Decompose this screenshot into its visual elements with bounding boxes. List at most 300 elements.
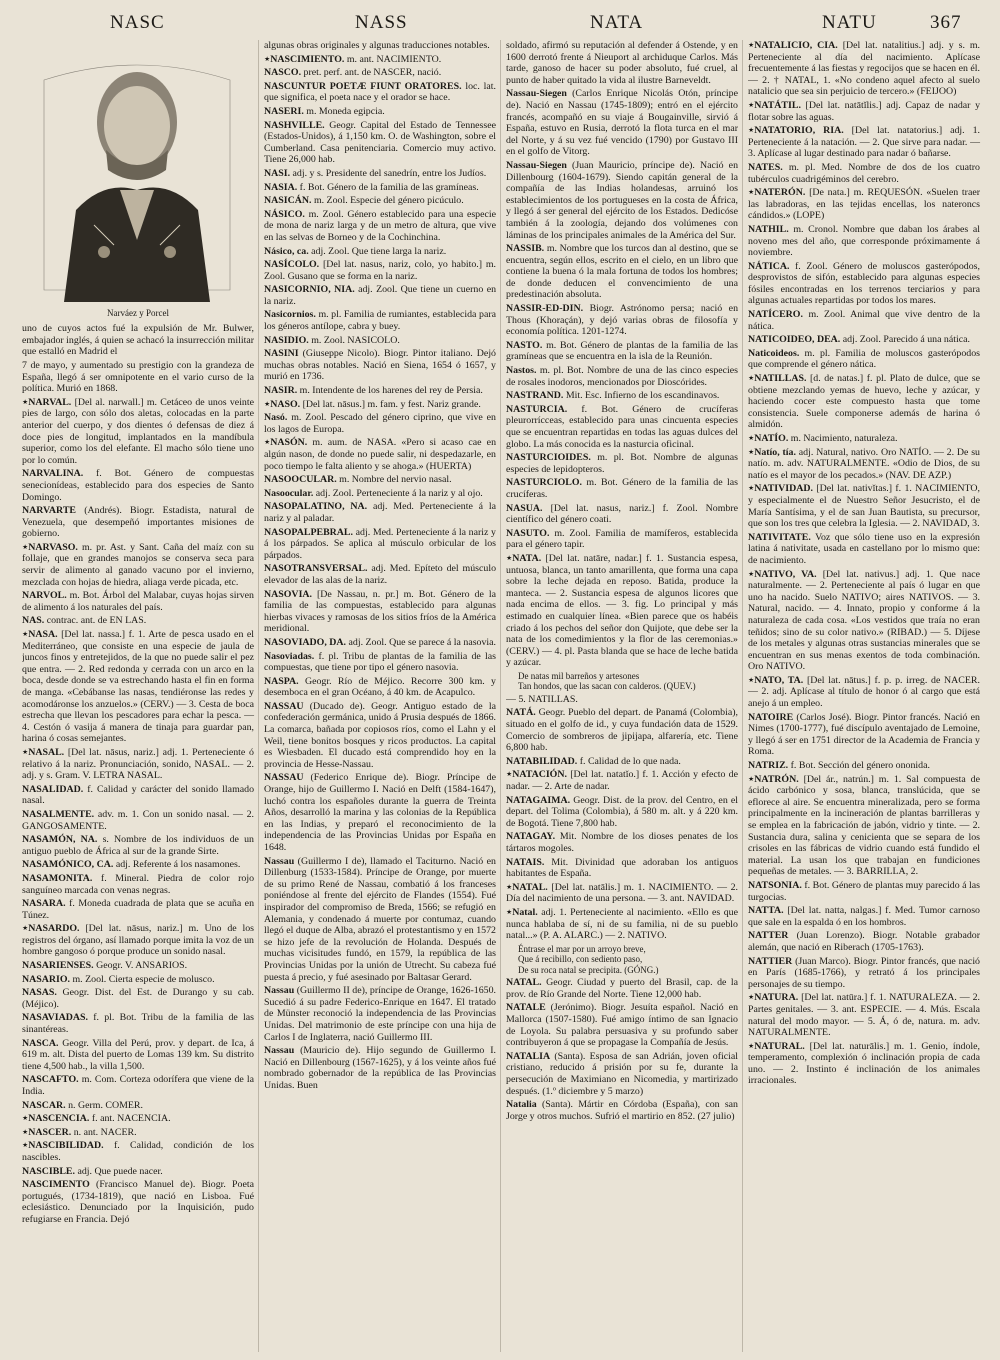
verse-line: Éntrase el mar por un arroyo breve, [518,943,646,954]
entry-definition: loc. lat. que significa, el poeta nace y el orador se hace. [264,80,496,104]
entry-definition: (Francisco Manuel de). Biogr. Poeta portugués, (1734-1819), que nació en Lisboa. Fué eclesiástico. Denunciado por la Inquisición, pudo refugiarse en Francia. Dejó [22,1179,254,1225]
star-icon: ⋆ [506,552,513,564]
entry-headword: NASALMENTE. [22,808,95,820]
entry-headword: NATALIA [506,1050,551,1062]
dictionary-entry [22,859,254,871]
dictionary-entry [264,246,496,258]
dictionary-entry [506,694,738,706]
dictionary-entry [264,182,496,194]
entry-headword: NASAVIADAS. [22,1012,88,1024]
entry-headword: Nassau-Siegen [506,88,567,100]
dictionary-entry [22,974,254,986]
dictionary-entry [264,501,496,524]
entry-headword: NASUA. [506,502,543,514]
dictionary-entry [748,447,980,482]
star-icon: ⋆ [22,746,29,758]
dictionary-entry [264,309,496,332]
entry-definition: f. Bot. Género de crucíferas pleurorrícceas, establecido para unas cincuenta especies que se encuentran repartidas en todas las aguas dulces del globo. La más conocida es la nasturcia oficinal. [506,403,738,450]
entry-headword: NATICOIDEO, DEA. [748,334,841,346]
dictionary-entry [22,1127,254,1139]
entry-headword: NATAIS. [506,856,545,868]
star-icon: ⋆ [748,40,755,51]
entry-definition: s. Nombre de los individuos de un antiguo pueblo de África al sur de la grande Sirte. [22,834,254,857]
entry-definition: m. Zool. Pescado del género ciprino, que vive en los lagos de Europa. [264,412,496,435]
entry-headword: NATATORIO, RIA. [754,125,844,137]
entry-headword: NASOOCULAR. [264,474,337,486]
star-icon: ⋆ [748,433,755,444]
entry-headword: NASTURCIOLO. [506,477,582,489]
entry-definition: 7 de mayo, y aumentado su prestigio con la grandeza de España, llegó á ser omnipotente en el vario curso de la política. Murió en 1868. [22,359,254,395]
entry-definition: — 5. NATILLAS. [506,693,578,705]
entry-definition: adj. Zool. Que se parece á la nasovia. [348,636,497,648]
star-icon: ⋆ [264,53,271,65]
entry-definition: m. Cronol. Nombre que daban los árabes al noveno mes del año, que corresponde próximamente á noviembre. [748,223,980,259]
entry-headword: NASIA. [264,181,298,193]
entry-headword: NATA. [512,552,542,564]
entry-definition: Geogr. Río de Méjico. Recorre 300 km. y desemboca en el gran Océano, á 40 km. de Acapulco. [264,675,496,699]
entry-headword: NASINI [264,348,299,360]
dictionary-entry [506,882,738,905]
entry-definition: m. ant. NACIMIENTO. [346,53,442,65]
entry-headword: Nasicornios. [264,309,316,321]
entry-definition: Geogr. Villa del Perú, prov. y depart. de Ica, á 619 m. alt. Dista del puerto de Lomas 139 km. Su distrito tiene 4,500 hab., la villa 1,500. [22,1037,255,1072]
entry-headword: Natío, tía. [754,446,796,458]
entry-headword: NASSAU [264,700,304,712]
entry-headword: Nassau [264,855,295,867]
dictionary-entry [748,373,980,431]
dictionary-entry [264,589,496,635]
dictionary-entry [506,977,738,1000]
entry-headword: NASARA. [22,898,66,910]
entry-definition: (Ducado de). Geogr. Antiguo estado de la confederación germánica, unido á Prusia después de 1866. La comarca, bañada por copiosos ríos, como el Lahn y el Weil, tiene bonitos bosques y ricos productos. La capital es Wiesbaden. El ducado está comprendido hoy en la provincia de Hesse-Nassau. [264,700,496,770]
entry-headword: NASTURCIOIDES. [506,452,591,464]
entry-headword: NÁSICO. [264,208,305,220]
entry-definition: [d. de natas.] f. pl. Plato de dulce, que se obtiene mezclando yemas de huevo, leche y azúcar, y haciendo cocer este compuesto hasta que tome consistencia. Suele componerse además de harina ó almidón. [748,373,981,431]
entry-definition: Geogr. Ciudad y puerto del Brasil, cap. de la prov. de Río Grande del Norte. Tiene 12,000 hab. [506,977,738,1000]
entry-headword: NASSAU [264,772,304,784]
dictionary-entry [748,712,980,758]
entry-definition: Geogr. Capital del Estado de Tennessee (Estados-Unidos), á 1,150 km. O. de Washington, sobre el Cumberland. Casa penitenciaria. Comercio muy activo. Tiene 26,000 hab. [264,119,497,166]
dictionary-entry [22,1140,254,1163]
dictionary-entry [264,701,496,771]
entry-headword: NASCAR. [22,1099,66,1111]
entry-headword: NASÍCOLO. [264,259,320,271]
dictionary-entry [748,532,980,567]
portrait-caption: Narváez y Porcel [107,307,169,318]
columns [22,40,990,1352]
entry-headword: Nasó. [264,412,288,424]
dictionary-entry [22,1166,254,1178]
dictionary-entry [506,452,738,475]
entry-headword: NASCIMIENTO. [270,53,345,65]
entry-definition: m. Nacimiento, naturaleza. [790,433,898,444]
dictionary-entry [748,675,980,710]
star-icon: ⋆ [264,398,271,410]
dictionary-entry [506,477,738,500]
entries-column-1 [22,323,254,1225]
dictionary-entry [264,40,496,52]
entry-headword: NÁTICA. [748,260,790,272]
entry-definition: (Guillermo II de), príncipe de Orange, 1626-1650. Sucedió á su padre Federico-Enrique en 1647. El tratado de Münster reconoció la independencia de las Provincias Unidas. Del matrimonio de este príncipe con una hija de Carlos I de Inglaterra, nació Guillermo III. [264,985,496,1043]
entry-headword: NASÓN. [270,437,308,449]
entry-definition: f. Moneda cuadrada de plata que se acuña en Túnez. [22,898,255,921]
entry-definition: m. pl. Familia de rumiantes, establecida para los géneros antílope, cabra y buey. [264,309,497,333]
star-icon: ⋆ [748,674,755,686]
entry-definition: (Mauricio de). Hijo segundo de Guillermo I. Nació en Dillenbourg (1567-1625), y á los veinte años fué nombrado gobernador de la república de las Provincias Unidas. Buen [264,1045,496,1091]
entry-definition: [Del lat. naturālis.] m. 1. Genio, índole, temperamento, complexión ó inclinación propia de cada uno. — 2. Instinto é inclinación de los animales irracionales. [748,1040,980,1087]
entry-definition: pret. perf. ant. de NASCER, nació. [303,67,442,79]
entry-headword: NASCENCIA. [28,1113,90,1125]
entry-headword: NATÁ. [506,707,536,719]
dictionary-entry [22,809,254,832]
dictionary-entry [264,412,496,435]
entry-headword: NASHVILLE. [264,119,325,131]
dictionary-entry [506,503,738,526]
dictionary-entry [22,323,254,358]
entry-headword: NASOVIADO, DA. [264,636,347,648]
entry-headword: NASCO. [264,67,302,79]
verse-quote [518,944,738,976]
entry-definition: (Guillermo I de), llamado el Taciturno. Nació en Dillenburg (1533-1584). Príncipe de Orange, por muerte de su primo René de Nassau, combatió á los franceses poniéndose al frente del ejército de Flandes (1554). Fué inspirador del compromiso de Breda, 1566; se refugió en Alemania, y condenado á muerte por contumaz, cuando llegó el duque de Alba, abrazó el protestantismo y en 1572 se hizo jefe de la revolución de Holanda. Después de muchas vicisitudes fundó, en 1579, la república de las Provincias Unidas por la unión de Utrecht. Su cabeza fué puesta á precio, y fué asesinado por Baltasar Gerard. [264,855,496,983]
entry-headword: Nasoocular. [264,487,314,499]
dictionary-entry [22,1012,254,1035]
entry-definition: m. pl. Bot. Nombre de algunas especies de lepidopteros. [506,452,738,475]
entry-definition: (Santa). Esposa de san Adrián, joven oficial cristiano, reducido á prisión por su fe, durante la persecución de Maximiano en Nicomedia, y martirizado después. (1.º diciembre y 5 marzo) [506,1050,738,1097]
dictionary-entry [506,40,738,86]
entry-definition: f. Bot. Género de compuestas senecionídeas, establecido para dos especies de Santo Domingo. [22,468,255,503]
entry-headword: NATAGAY. [506,831,556,843]
entry-headword: NARVARTE [22,505,76,517]
entry-definition: m. Zool. Especie del género picúculo. [313,195,464,207]
entry-headword: NASOPALATINO, NA. [264,501,368,513]
star-icon: ⋆ [748,125,755,137]
entry-headword: NATIVO, VA. [754,568,817,580]
entry-definition: [Del lat. natātĭlis.] adj. Capaz de nadar y flotar sobre las aguas. [748,99,981,123]
entry-headword: Nassau [264,1045,295,1057]
entry-definition: [Del lat. natta, nalgas.] f. Med. Tumor carnoso que sale en la espalda ó en los hombros. [748,905,980,928]
dictionary-entry [506,1099,738,1122]
entry-definition: [Del lat. natālis.] m. 1. NACIMIENTO. — 2. Día del nacimiento de una persona. — 3. ant. NAVIDAD. [506,881,739,905]
entry-definition: [Del lat. natāre, nadar.] f. 1. Sustancia espesa, untuosa, blanca, un tanto amarillenta, que forma una capa sobre la leche dejada en reposo. Batida, produce la manteca. — 2. Sustancia espesa de algunos licores que nada encima de ellos. — 3. fig. Lo principal y más estimado en cualquier línea. «Bien parece que os habéis criado á los pechos del señor don Quijote, que debe ser la nata de los comedimientos y la flor de las ceremonias.» (CERV.) — 4. pl. Pasta blanda que se hace de leche batida y azúcar. [506,552,738,669]
entry-headword: NATSONIA. [748,879,802,891]
dictionary-entry [748,348,980,371]
entry-definition: [Del lat. nassa.] f. 1. Arte de pesca usado en el Mediterráneo, que consiste en una especie de jaula de juncos finos y entretejidos, de la que no puede salir el pez que entra. — 2. Red redonda y cerrada con un arco en la boca, desde donde se va estrechando hasta el fin en forma de manga. «Cebábanse las nasas, tendiéronse las redes y acomodáronse los anzuelos.» (CERV.) — 3. Cesta de boca estrecha que llevan los pescadores para echar la pesca. — 4. Cestón ó vasija á manera de tinaja para guardar pan, harina ó cosas semejantes. [22,629,255,745]
dictionary-entry [748,187,980,222]
entry-headword: NASSIB. [506,243,545,255]
star-icon: ⋆ [506,906,513,918]
entry-headword: NASARDO. [28,923,80,935]
dictionary-entry [506,707,738,753]
entry-headword: NASCIBLE. [22,1165,75,1177]
entry-headword: NASOPALPEBRAL. [264,526,353,538]
entry-headword: NATÍCERO. [748,309,803,321]
entry-definition: Geogr. V. ANSARIOS. [96,960,188,972]
entry-headword: Nassau-Siegen [506,159,567,171]
dictionary-entry [264,985,496,1043]
dictionary-entry [748,569,980,673]
entry-headword: NASOTRANSVERSAL. [264,563,368,575]
entry-headword: NATO, TA. [754,674,804,686]
portrait-engraving [24,40,250,302]
entry-definition: soldado, afirmó su reputación al defender á Ostende, y en 1600 derrotó frente á Nieuport al archiduque Carlos. Más tarde, ganoso de hacer su poder absoluto, fué cruel, al punto de haber quitado la vida al ilustre Barneveldt. [506,40,738,86]
entry-definition: (Andrés). Biogr. Estadista, natural de Venezuela, que desempeñó importantes misiones de gobierno. [22,505,255,540]
dictionary-entry [22,747,254,782]
dictionary-entry [506,756,738,768]
entry-definition: [Del lat. natūra.] f. 1. NATURALEZA. — 2. Partes genitales. — 3. ant. ESPECIE. — 4. Mús. Escala natural del modo mayor. — 5. Á, ó de, natura. m. adv. NATURALMENTE. [748,992,980,1039]
entry-definition: (Carlos Enrique Nicolás Otón, príncipe de). Nació en Nassau (1745-1809); entró en el ejército francés, acompañó en su viaje á Bougainville, sirvió á España, estuvo en Rusia, derrotó la flota turca en el mar del Norte, y á su vez fué vencido (1790) por Gustavo III en el golfo de Vitorg. [506,88,738,158]
dictionary-entry [264,676,496,699]
header-guide-center-right: NATA [590,12,644,33]
header-guide-right: NATU [822,12,877,33]
entry-definition: [Del lat. natalitius.] adj. y s. m. Perteneciente al día del nacimiento. Aplícase frecuentemente á las fiestas y regocijos que se hacen en él. — 2. † NATAL, 1. «No condeno aquel afecto al suelo natalicio que sea sin perjuicio de tercero.» (FEIJOO) [748,40,980,98]
entry-definition: [Del lat. nativus.] adj. 1. Que nace naturalmente. — 2. Perteneciente al país ó lugar en que uno ha nacido. Suelo NATIVO; aires NATIVOS. — 3. Natural, nacido. — 4. Innato, propio y conforme á la naturaleza de cada cosa. «Los vestidos que traía no eran teñidos; sino de su color nativo.» (RIBAD.) — 5. Díjese de los metales y algunas otras sustancias minerales que se encuentran en sus menas exentos de toda combinación. Oro NATIVO. [748,568,981,673]
entry-headword: Naticoideos. [748,347,800,359]
entry-headword: Natalia [506,1099,537,1111]
entry-headword: NATABILIDAD. [506,755,578,767]
entry-definition: adj. Med. Epíteto del músculo elevador de las alas de la nariz. [264,563,497,586]
entry-definition: m. Zool. Animal que vive dentro de la nática. [748,309,980,332]
dictionary-entry [506,907,738,942]
star-icon: ⋆ [748,99,755,111]
entry-definition: m. Bot. Género de plantas de la familia de las gramíneas que se encuentra en la isla de la Reunión. [506,339,738,363]
entry-definition: [Del lat. nāsus, nariz.] adj. 1. Perteneciente ó relativo á la nariz. Pronunciación, sonido, NASAL. — 2. adj. y s. Gram. V. LETRA NASAL. [22,746,254,782]
dictionary-entry [22,360,254,395]
dictionary-entry [264,209,496,244]
entry-definition: adj. Referente á los nasamones. [115,859,241,871]
entry-headword: NASPA. [264,675,299,687]
entry-headword: NATTA. [748,905,784,917]
entry-definition: n. Germ. COMER. [68,1099,143,1111]
entry-definition: (Juan Marco). Biogr. Pintor francés, que nació en París (1685-1766), y retrató á los principales personajes de su tiempo. [748,955,980,990]
entry-definition: [Del lat. natatĭo.] f. 1. Acción y efecto de nadar. — 2. Arte de nadar. [506,769,739,793]
entry-headword: NATTER [748,930,789,942]
entry-headword: NASICÁN. [264,195,312,207]
dictionary-entry [748,760,980,772]
entry-definition: m. aum. de NASA. «Pero si acaso cae en algún nason, de donde no puede salir, ni despedazarle, en poco tiempo le falta aliento y se ahoga.» (HUERTA) [264,437,497,472]
dictionary-entry [506,769,738,792]
entry-definition: f. pl. Bot. Tribu de la familia de las sinantéreas. [22,1012,255,1036]
dictionary-entry [22,505,254,540]
dictionary-entry [506,1002,738,1048]
entry-headword: NATIVITATE. [748,531,811,543]
star-icon: ⋆ [22,1126,29,1138]
dictionary-entry [264,437,496,472]
entry-headword: NATURAL. [754,1040,805,1052]
dictionary-entry [264,81,496,104]
dictionary-entry [748,930,980,953]
dictionary-entry [22,1179,254,1225]
star-icon: ⋆ [22,923,29,935]
dictionary-entry [506,857,738,880]
dictionary-entry [22,1038,254,1073]
entry-headword: NASAL. [28,746,65,758]
dictionary-entry [506,88,738,158]
entry-headword: NASAMÓN, NA. [22,834,98,846]
dictionary-entry [748,483,980,529]
entry-definition: m. Zool. Familia de mamíferos, establecida para el género tapir. [506,527,738,551]
entry-definition: (Juan Mauricio, príncipe de). Nació en Dillenbourg (1604-1679). Siendo capitán general de la compañía de las Indias holandesas, arruinó los establecimientos de los portugueses en la costa de África, y llegó á ser general del ejército de los Estados. Dedicóse también á la zoología, dejando dos volúmenes con láminas de los principales animales de la América del Sur. [506,159,739,241]
dictionary-entry [748,261,980,307]
entry-headword: NASO. [270,398,301,410]
dictionary-entry [22,1074,254,1097]
star-icon: ⋆ [748,373,755,385]
dictionary-entry [506,303,738,338]
entry-definition: m. Bot. Árbol del Malabar, cuyas hojas sirven de alimento á los naturales del país. [22,590,254,613]
entry-definition: Geogr. Pueblo del depart. de Panamá (Colombia), situado en el golfo de id., y cuya fundación data de 1529. Comercio de sombreros de jipijapa, alfarería, etc. Tiene 6,800 hab. [506,707,738,754]
entry-headword: NATACIÓN. [512,769,567,781]
entry-headword: NASCER. [28,1126,72,1138]
star-icon: ⋆ [748,992,755,1004]
dictionary-entry [264,563,496,586]
verse-line: De natas mil barreños y artesones [518,670,640,681]
entry-headword: NASTRAND. [506,390,564,402]
star-icon: ⋆ [506,769,513,781]
entry-definition: (Santa). Mártir en Córdoba (España), con san Jorge y otros muchos. Sufrió el martirio en 852. (27 julio) [506,1099,738,1122]
dictionary-entry [264,168,496,180]
entry-headword: NARVAL. [28,396,72,408]
verse-quote [518,671,738,692]
verse-line: Que á recibillo, con sediento paso, [518,954,643,965]
dictionary-entry [22,987,254,1010]
entry-headword: NARVASO. [28,541,78,553]
entry-definition: m. Bot. Género de la familia de las crucíferas. [506,477,738,500]
dictionary-entry [22,1100,254,1112]
entry-definition: [Del lat. nativĭtas.] f. 1. NACIMIENTO, y especialmente el de Nuestro Señor Jesucristo, el de María Santísima, y el de san Juan Bautista, su precursor, que son los tres que celebra la Iglesia. — 2. NAVIDAD, 3. [748,483,981,530]
entry-headword: NASCIMENTO [22,1179,90,1191]
entry-headword: NASALIDAD. [22,783,84,795]
entry-definition: adj. 1. Perteneciente al nacimiento. «Ello es que nunca hablaba de sí, ni de su familia, ni de su pueblo natal...» (P. A. ALARC.) — 2. NATIVO. [506,906,738,942]
entry-definition: (Carlos José). Biogr. Pintor francés. Nació en Nimes (1700-1777), fué discípulo aventajado de Lemoine, y llegó á ser en 1751 director de la Academia de Francia y Roma. [748,711,980,758]
entry-headword: NASERI. [264,105,304,117]
entry-definition: adj. Zool. Parecido á una nática. [842,334,970,346]
entry-headword: NASAMÓNICO, CA. [22,859,114,871]
dictionary-entry [748,224,980,259]
entry-headword: NASCIBILIDAD. [28,1140,104,1152]
entry-definition: Geogr. Dist. de la prov. del Centro, en el depart. del Tolima (Colombia), á 580 m. alt. y á 220 km. de Bogotá. Tiene 7,800 hab. [506,794,739,829]
dictionary-entry [264,856,496,984]
entry-definition: adj. y s. Presidente del sanedrín, entre los Judíos. [292,167,487,179]
entry-definition: adj. Zool. Que tiene un cuerno en la nariz. [264,284,497,307]
dictionary-entry [264,259,496,282]
dictionary-entry [748,905,980,928]
verse-line: Tan hondos, que las sacan con calderos. (QUEV.) [518,681,696,692]
entry-headword: NASARIO. [22,973,71,985]
entry-headword: NASCAFTO. [22,1074,79,1086]
dictionary-entry [264,474,496,486]
entry-headword: NATALE [506,1002,546,1014]
entry-headword: NASUTO. [506,527,550,539]
entry-definition: Voz que sólo tiene uso en la expresión latina á nativitate, usada en castellano por lo mismo que: de nacimiento. [748,531,980,566]
entry-definition: (Juan Lorenzo). Biogr. Notable grabador alemán, que nació en Riberach (1705-1763). [748,930,980,953]
star-icon: ⋆ [748,446,755,458]
entry-headword: NASA. [28,629,58,641]
dictionary-entry [748,992,980,1038]
dictionary-entry [264,284,496,307]
entry-definition: f. Bot. Sección del género ononida. [790,760,930,772]
entries-column-3 [506,40,738,1122]
entry-definition: [Del lat. nāsus, nariz.] m. Uno de los registros del órgano, así llamado porque imita la voz de un hombre gangoso ó porque produce un sonido nasal. [22,923,255,958]
entry-headword: NATAL. [506,977,542,989]
entries-column-2 [264,40,496,1091]
entry-definition: n. ant. NACER. [73,1126,137,1138]
dictionary-entry [264,195,496,207]
entry-definition: [Del lat. natatorius.] adj. 1. Perteneciente á la natación. — 2. Que sirve para nadar. — 3. Aplícase al lugar destinado para nadar ó bañarse. [748,125,980,160]
entry-definition: f. pl. Tribu de plantas de la familia de las compuestas, que tiene por tipo el género nasovia. [264,650,496,674]
entry-headword: NATHIL. [748,223,789,235]
dictionary-entry [22,629,254,745]
dictionary-entry [264,399,496,411]
entry-headword: NASARIENSES. [22,960,94,972]
entry-definition: m. pl. Bot. Nombre de una de las cinco especies de rosales inodoros, mencionados por Dioscórides. [506,365,738,388]
entry-definition: f. Zool. Género de moluscos gasterópodos, desprovistos de sifón, establecido para algunas especies fósiles encontradas en los terrenos terciarios y para algunas actuales repartidas por todos los mares. [748,260,980,307]
entry-definition: m. pr. Ast. y Sant. Caña del maíz con su follaje, que en grandes manojos se conserva seca para servir de alimento al ganado vacuno por el invierno, mezclada con hojas de hiedra, aliaga verde picada, etc. [22,541,254,588]
dictionary-entry [748,956,980,991]
dictionary-entry [748,880,980,903]
entry-definition: f. Bot. Género de plantas muy parecido á las turgocias. [748,879,981,903]
entry-definition: m. Intendente de los harenes del rey de Persia. [299,385,483,397]
dictionary-entry [506,365,738,388]
dictionary-entry [748,162,980,185]
dictionary-entry [506,528,738,551]
entry-definition: Mit. Esc. Infierno de los escandinavos. [565,390,720,402]
entry-definition: f. Calidad y carácter del sonido llamado nasal. [22,783,255,807]
entry-headword: NATALICIO, CIA. [754,40,838,51]
dictionary-entry [264,651,496,674]
entry-headword: NAS. [22,615,45,627]
entry-definition: m. pl. Med. Nombre de dos de los cuatro tubérculos cuadrigéminos del cerebro. [748,161,980,185]
star-icon: ⋆ [22,396,29,408]
dictionary-entry [748,334,980,346]
entry-definition: m. Zool. NASICOLO. [311,334,400,346]
entry-definition: f. Mineral. Piedra de color rojo sanguíneo marcada con venas negras. [22,872,255,896]
entry-headword: Násico, ca. [264,245,309,257]
entry-headword: NASICORNIO, NIA. [264,284,355,296]
dictionary-entry [22,615,254,627]
entry-definition: [Del lat. nasus, nariz, colo, yo habito.] m. Zool. Gusano que se forma en la nariz. [264,259,497,282]
dictionary-entry [506,795,738,830]
entry-headword: NATÍO. [754,433,789,444]
entry-definition: f. Calidad, condición de los nascibles. [22,1140,254,1163]
star-icon: ⋆ [22,1140,29,1152]
entry-definition: [Del lat. nasus, nariz.] f. Zool. Nombre científico del género coati. [506,502,739,526]
entry-definition: [Del lat. nāsus.] m. fam. y fest. Nariz grande. [302,398,481,410]
star-icon: ⋆ [22,541,29,553]
star-icon: ⋆ [264,437,271,449]
entry-headword: NATÁTIL. [754,99,801,111]
dictionary-entry [748,774,980,878]
entry-definition: Biogr. Astrónomo persa; nació en Thous (Khoraçán), y dejó varias obras de filosofía y economía política. 1201-1274. [506,303,739,338]
entry-headword: NARVOL. [22,590,67,602]
entry-headword: NATIVIDAD. [754,483,813,495]
dictionary-entry [264,54,496,66]
entry-definition: (Federico Enrique de). Biogr. Príncipe de Orange, hijo de Guillermo I. Nació en Delft (1584-1647), luchó contra los españoles durante la guerra de Treinta Años, desarrolló la marina y las colonias de la República en las Indias, y preparó el reconocimiento de la independencia de las Provincias Unidas por España en 1648. [264,772,497,853]
entry-headword: NASCA. [22,1037,59,1049]
dictionary-entry [506,404,738,450]
dictionary-entry [22,923,254,958]
entry-definition: adv. m. 1. Con un sonido nasal. — 2. GANGOSAMENTE. [22,808,255,832]
entry-definition: contrac. ant. de EN LAS. [46,615,147,627]
entry-definition: f. Calidad de lo que nada. [579,755,681,767]
entry-definition: adj. Zool. Perteneciente á la nariz y al ojo. [315,487,483,499]
entry-headword: NARVALINA. [22,468,84,480]
entry-definition: Geogr. Dist. del Est. de Durango y su cab. (Méjico). [22,987,255,1010]
dictionary-entry [22,542,254,588]
entry-headword: NASTO. [506,339,543,351]
dictionary-entry [506,390,738,402]
entry-definition: [Del ár., natrún.] m. 1. Sal compuesta de ácido carbónico y sosa, blanca, translúcida, que se eflorece al aire. Se encuentra mineralizada, pero se forma principalmente en la incineración de plantas barrilleras y se emplea en la fabricación de jabón, vidrio y tinte. — 2. Sustancia dura, salina y cenicienta que se separa de los crisoles en las fábricas de vidrio cuando está fundido el material. La usan los que trabajan en fundiciones pequeñas de metales. — 3. BARRILLA, 2. [748,773,980,878]
dictionary-entry [506,831,738,854]
dictionary-entry [22,1113,254,1125]
